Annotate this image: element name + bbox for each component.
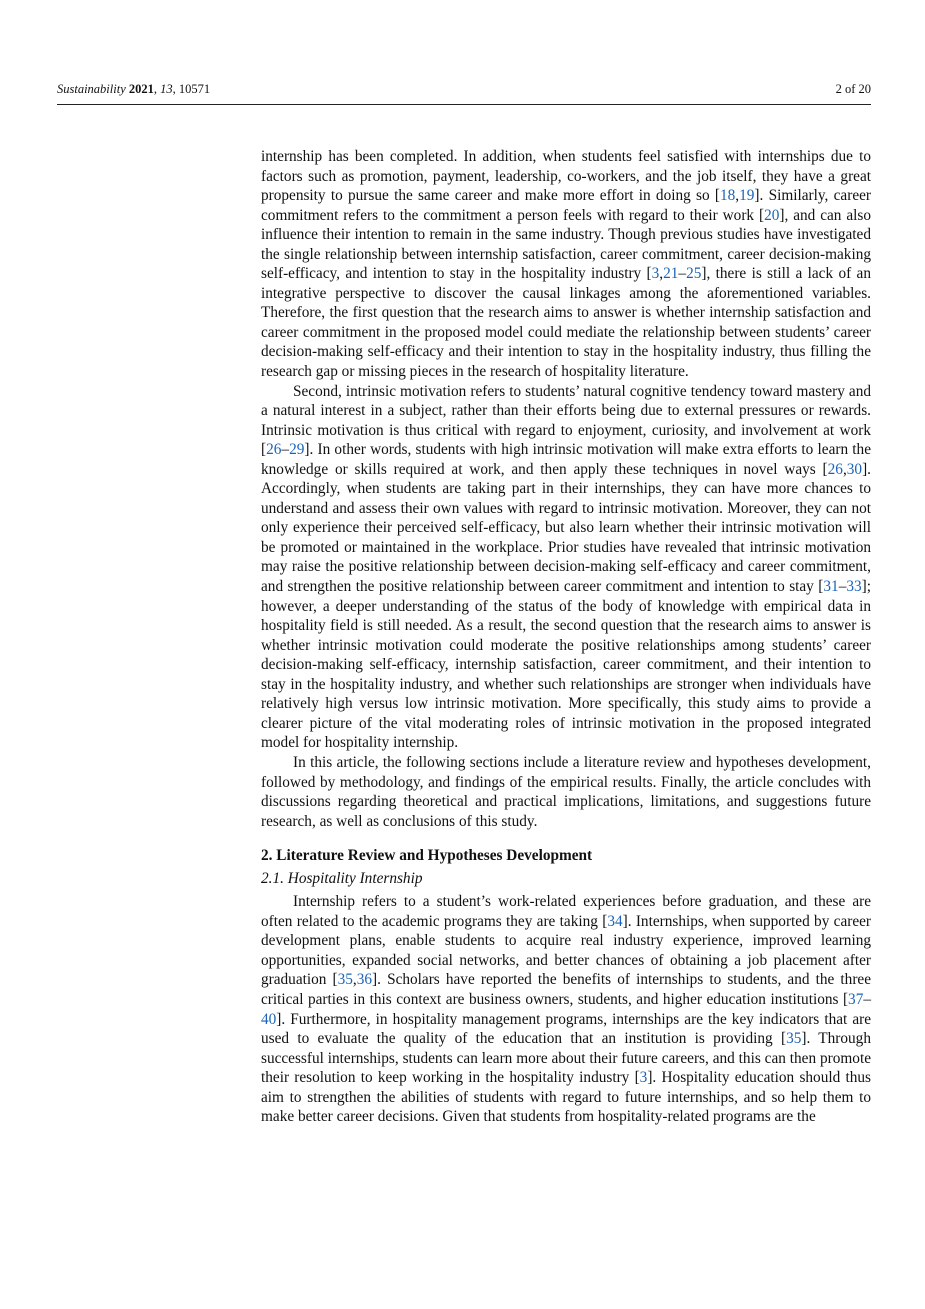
- article-body: [261, 147, 871, 1127]
- citation-link[interactable]: 26: [827, 460, 843, 478]
- citation-link[interactable]: 3: [651, 265, 660, 283]
- journal-citation: Sustainability 2021, 13, 10571: [57, 82, 211, 96]
- citation-link[interactable]: 30: [846, 460, 863, 478]
- citation-link[interactable]: 3: [639, 1069, 648, 1087]
- journal-name: Sustainability: [57, 82, 126, 96]
- journal-volume: 13: [160, 82, 173, 96]
- paragraph-p1: internship has been completed. In addition, when students feel satisfied with internships due to factors such as promotion, payment, leadership, co-workers, and the job itself, they have a great propensity to pursue the same career and make more effort in doing so [18,19]. Similarly, career commitment refers to the commitment a person feels with regard to their work [20], and can also influence their intention to remain in the same industry. Though previous studies have investigated the single relationship between internship satisfaction, career commitment, career decision-making self-efficacy, and intention to stay in the hospitality industry [3,21–25], there is still a lack of an integrative perspective to discover the causal linkages among the aforementioned variables. Therefore, the first question that the research aims to answer is whether internship satisfaction and career commitment in the proposed model could mediate the relationship between students’ career decision-making self-efficacy and their intention to stay in the hospitality industry, thus filling the research gap or missing pieces in the research of hospitality literature.: [261, 148, 871, 381]
- section-paragraphs: [261, 892, 871, 1127]
- citation-link[interactable]: 34: [607, 912, 623, 930]
- intro-paragraphs: [261, 147, 871, 831]
- citation-link[interactable]: 35: [337, 971, 353, 989]
- citation-link[interactable]: 20: [764, 206, 780, 224]
- citation-link[interactable]: 19: [739, 187, 755, 205]
- citation-link[interactable]: 29: [289, 441, 305, 459]
- citation-link[interactable]: 18: [720, 187, 736, 205]
- citation-link[interactable]: 21: [663, 265, 679, 283]
- running-header: [57, 80, 871, 100]
- citation-link[interactable]: 31: [823, 578, 839, 596]
- citation-link[interactable]: 37: [848, 990, 864, 1008]
- header-divider: [57, 104, 871, 105]
- paragraph-p3: In this article, the following sections include a literature review and hypotheses development, followed by methodology, and findings of the empirical results. Finally, the article concludes with discussions regarding theoretical and practical implications, limitations, and suggestions future research, as well as conclusions of this study.: [261, 753, 871, 830]
- paragraph-p4: Internship refers to a student’s work-related experiences before graduation, and these are often related to the academic programs they are taking [34]. Internships, when supported by career development plans, enable students to acquire real industry experience, improved learning opportunities, expanded social networks, and better chances of obtaining a job placement after graduation [35,36]. Scholars have reported the benefits of internships to students, and the three critical parties in this context are business owners, students, and higher education institutions [37–40]. Furthermore, in hospitality management programs, internships are the key indicators that are used to evaluate the quality of the education that an institution is providing [35]. Through successful internships, students can learn more about their future careers, and this can then promote their resolution to keep working in the hospitality industry [3]. Hospitality education should thus aim to strengthen the abilities of students with regard to future internships, and so help them to make better career decisions. Given that students from hospitality-related programs are the: [261, 893, 872, 1126]
- citation-link[interactable]: 35: [786, 1030, 802, 1048]
- journal-year: 2021: [128, 82, 154, 96]
- citation-link[interactable]: 36: [356, 971, 373, 989]
- citation-link[interactable]: 25: [686, 265, 702, 283]
- subsection-heading: 2.1. Hospitality Internship: [261, 869, 423, 887]
- citation-link[interactable]: 26: [266, 441, 282, 459]
- citation-link[interactable]: 33: [846, 578, 862, 596]
- section-heading: 2. Literature Review and Hypotheses Development: [261, 847, 593, 865]
- citation-link[interactable]: 40: [261, 1010, 277, 1028]
- paragraph-p2: Second, intrinsic motivation refers to students’ natural cognitive tendency toward mastery and a natural interest in a subject, rather than their efforts being due to external pressures or rewards. Intrinsic motivation is thus critical with regard to enjoyment, curiosity, and involvement at work [26–29]. In other words, students with high intrinsic motivation will make extra efforts to learn the knowledge or skills required at work, and then apply these techniques in novel ways [26,30]. Accordingly, when students are taking part in their internships, they can have more chances to understand and assess their own values with regard to intrinsic motivation. Moreover, they can not only experience their perceived self-efficacy, but also learn whether their intrinsic motivation will be promoted or maintained in the workplace. Prior studies have revealed that intrinsic motivation may raise the positive relationship between decision-making self-efficacy and career commitment, and strengthen the positive relationship between career commitment and intention to stay [31–33]; however, a deeper understanding of the status of the body of knowledge with empirical data in hospitality field is still needed. As a result, the second question that the research aims to answer is whether intrinsic motivation could moderate the positive relationships among students’ career decision-making self-efficacy, internship satisfaction, career commitment, and their intention to stay in the hospitality industry, and whether such relationships are stronger when individuals have relatively high versus low intrinsic motivation. More specifically, this study aims to provide a clearer picture of the vital moderating roles of intrinsic motivation in the proposed integrated model for hospitality internship.: [261, 382, 871, 752]
- article-number: 10571: [178, 82, 211, 96]
- page-number: 2 of 20: [835, 82, 871, 96]
